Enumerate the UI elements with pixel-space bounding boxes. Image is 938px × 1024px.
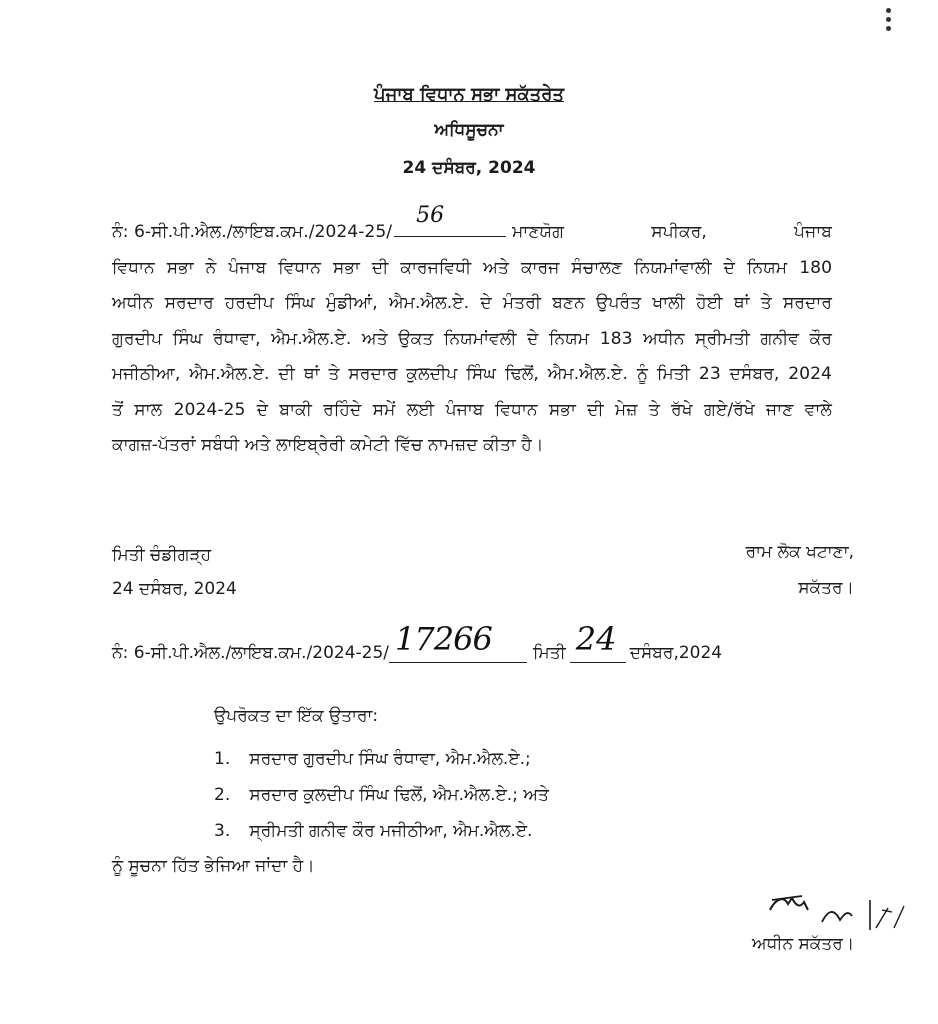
notification-ref-rest: ਮਾਣਯੋਗ ਸਪੀਕਰ, ਪੰਜਾਬ bbox=[512, 222, 832, 242]
copy-ref-line bbox=[112, 620, 812, 663]
body-line: ਮਜੀਠੀਆ, ਐਮ.ਐਲ.ਏ. ਦੀ ਥਾਂ ਤੇ ਸਰਦਾਰ ਕੁਲਦੀਪ ਸਿੰਘ ਢਿਲੋਂ, ਐਮ.ਐਲ.ਏ. ਨੂੰ ਮਿਤੀ 23 ਦਸੰਬਰ, 2024 bbox=[112, 364, 832, 384]
notification-ref-prefix: ਨੰ: 6-ਸੀ.ਪੀ.ਐਲ./ਲਾਇਬ.ਕਮ./2024-25/ bbox=[112, 222, 393, 242]
copy-ref-number-field bbox=[389, 620, 527, 663]
closing-line: ਨੂੰ ਸੂਚਨਾ ਹਿੱਤ ਭੇਜਿਆ ਜਾਂਦਾ ਹੈ। bbox=[112, 856, 315, 876]
copy-heading: ਉਪਰੋਕਤ ਦਾ ਇੱਕ ਉਤਾਰਾ: bbox=[214, 706, 379, 726]
signatory-block bbox=[746, 534, 854, 606]
body-line: ਵਿਧਾਨ ਸਭਾ ਨੇ ਪੰਜਾਬ ਵਿਧਾਨ ਸਭਾ ਦੀ ਕਾਰਜਵਿਧੀ ਅਤੇ ਕਾਰਜ ਸੰਚਾਲਣ ਨਿਯਮਾਂਵਾਲੀ ਦੇ ਨਿਯਮ 180 bbox=[112, 257, 832, 278]
list-item-text: ਸ੍ਰੀਮਤੀ ਗਨੀਵ ਕੌਰ ਮਜੀਠੀਆ, ਐਮ.ਐਲ.ਏ. bbox=[249, 821, 533, 841]
list-item bbox=[214, 780, 549, 816]
copy-recipient-list bbox=[214, 744, 549, 852]
notification-heading: ਅਧਿਸੂਚਨਾ bbox=[434, 120, 504, 140]
list-item-text: ਸਰਦਾਰ ਗੁਰਦੀਪ ਸਿੰਘ ਰੰਧਾਵਾ, ਐਮ.ਐਲ.ਏ.; bbox=[249, 749, 531, 769]
handwritten-copy-day: 24 bbox=[575, 620, 617, 658]
copy-ref-date-label: ਮਿਤੀ bbox=[533, 643, 566, 663]
list-item-text: ਸਰਦਾਰ ਕੁਲਦੀਪ ਸਿੰਘ ਢਿਲੋਂ, ਐਮ.ਐਲ.ਏ.; ਅਤੇ bbox=[249, 785, 549, 805]
notification-ref-line bbox=[112, 203, 832, 251]
place-date-text: 24 ਦਸੰਬਰ, 2024 bbox=[112, 579, 237, 599]
body-line: ਤੋਂ ਸਾਲ 2024-25 ਦੇ ਬਾਕੀ ਰਹਿੰਦੇ ਸਮੇਂ ਲਈ ਪੰਜਾਬ ਵਿਧਾਨ ਸਭਾ ਦੀ ਮੇਜ਼ ਤੇ ਰੱਖੇ ਗਏ/ਰੱਖੇ ਜਾਣ ਵਾਲੇ bbox=[112, 399, 832, 420]
place-date-block bbox=[112, 538, 237, 606]
copy-ref-prefix: ਨੰ: 6-ਸੀ.ਪੀ.ਐਲ./ਲਾਇਬ.ਕਮ./2024-25/ bbox=[112, 643, 390, 663]
under-secretary-label: ਅਧੀਨ ਸਕੱਤਰ। bbox=[752, 934, 855, 954]
copy-ref-day-field bbox=[570, 620, 626, 663]
notification-ref-number-field bbox=[394, 203, 506, 237]
office-title: ਪੰਜਾਬ ਵਿਧਾਨ ਸਭਾ ਸਕੱਤਰੇਤ bbox=[374, 84, 564, 105]
body-line: ਕਾਗਜ਼-ਪੱਤਰਾਂ ਸਬੰਧੀ ਅਤੇ ਲਾਇਬ੍ਰੇਰੀ ਕਮੇਟੀ ਵਿੱਚ ਨਾਮਜ਼ਦ ਕੀਤਾ ਹੈ। bbox=[112, 435, 544, 455]
list-item-number: 1. bbox=[214, 749, 231, 769]
list-item-number: 2. bbox=[214, 785, 231, 805]
list-item bbox=[214, 816, 549, 852]
signatory-designation: ਸਕੱਤਰ। bbox=[798, 578, 854, 598]
place-text: ਮਿਤੀ ਚੰਡੀਗੜ੍ਹ bbox=[112, 545, 212, 565]
handwritten-copy-number: 17266 bbox=[395, 620, 492, 658]
copy-ref-month-year: ਦਸੰਬਰ,2024 bbox=[629, 643, 723, 663]
handwritten-ref-number: 56 bbox=[416, 203, 445, 228]
body-line: ਗੁਰਦੀਪ ਸਿੰਘ ਰੰਧਾਵਾ, ਐਮ.ਐਲ.ਏ. ਅਤੇ ਉਕਤ ਨਿਯਮਾਂਵਲੀ ਦੇ ਨਿਯਮ 183 ਅਧੀਨ ਸ੍ਰੀਮਤੀ ਗਨੀਵ ਕੌਰ bbox=[112, 328, 832, 349]
notification-body bbox=[112, 203, 832, 464]
body-line: ਅਧੀਨ ਸਰਦਾਰ ਹਰਦੀਪ ਸਿੰਘ ਮੁੰਡੀਆਂ, ਐਮ.ਐਲ.ਏ. ਦੇ ਮੰਤਰੀ ਬਣਨ ਉਪਰੰਤ ਖਾਲੀ ਹੋਈ ਥਾਂ ਤੇ ਸਰਦਾਰ bbox=[112, 293, 832, 313]
notification-date: 24 ਦਸੰਬਰ, 2024 bbox=[402, 158, 536, 178]
list-item bbox=[214, 744, 549, 780]
signatory-name: ਰਾਮ ਲੋਕ ਖਟਾਣਾ, bbox=[745, 542, 854, 562]
list-item-number: 3. bbox=[214, 821, 231, 841]
more-options-icon[interactable] bbox=[886, 8, 892, 35]
